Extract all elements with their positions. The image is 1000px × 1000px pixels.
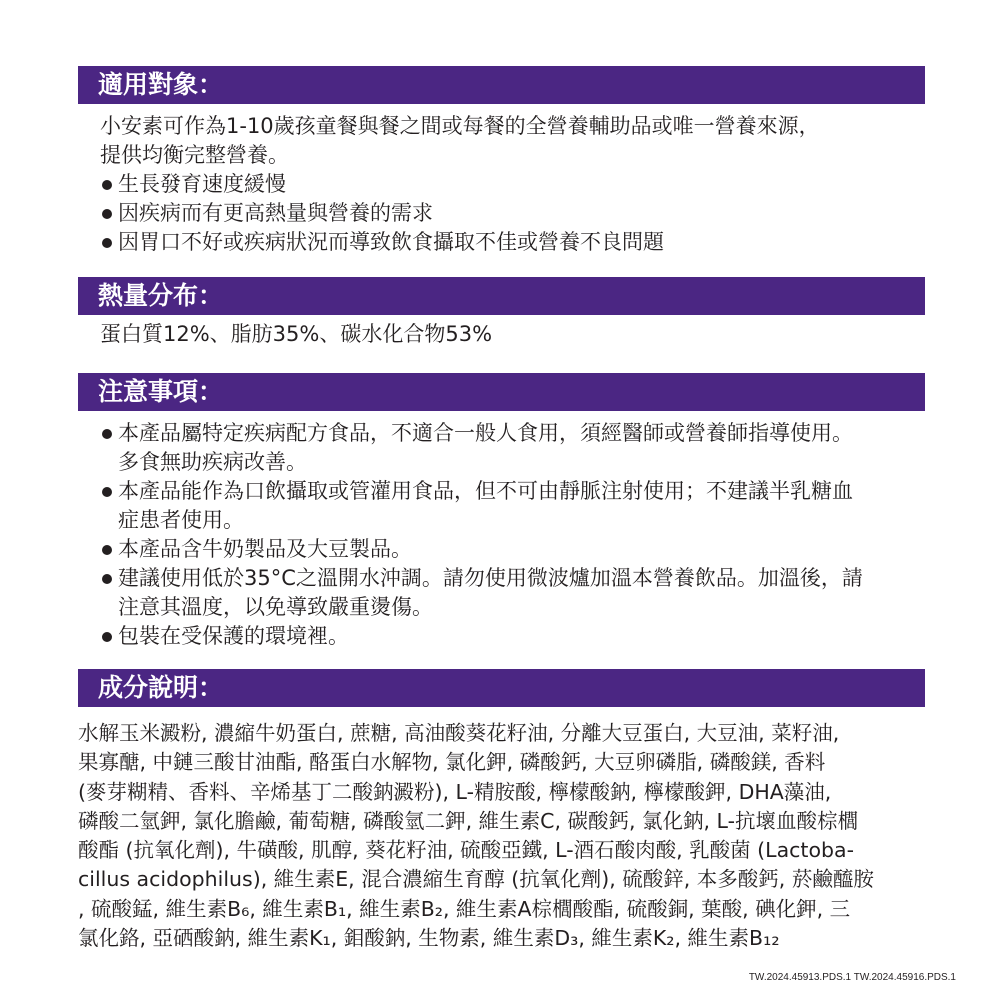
ingredients-line: , 硫酸錳, 維生素B₆, 維生素B₁, 維生素B₂, 維生素A棕櫚酸酯, 硫酸銅, 葉酸, 碘化鉀, 三 — [78, 896, 851, 921]
bullet-icon — [102, 238, 112, 248]
list-item — [100, 535, 930, 564]
bullet-icon — [102, 545, 112, 555]
calorie-distribution: 蛋白質12%、脂肪35%、碳水化合物53% — [100, 322, 493, 346]
ingredients-line: 水解玉米澱粉, 濃縮牛奶蛋白, 蔗糖, 高油酸葵花籽油, 分離大豆蛋白, 大豆油, 菜籽油, — [78, 721, 840, 745]
bullet-icon — [102, 632, 112, 642]
list-item-text: 包裝在受保護的環境裡。 — [118, 624, 349, 648]
section-header-ingredients: 成分說明： — [78, 669, 925, 707]
list-item-text: 本產品屬特定疾病配方食品，不適合一般人食用，須經醫師或營養師指導使用。 — [118, 421, 853, 445]
list-item-text: 因疾病而有更高熱量與營養的需求 — [118, 201, 433, 225]
list-item-text: 因胃口不好或疾病狀況而導致飲食攝取不佳或營養不良問題 — [118, 230, 664, 254]
document-code: TW.2024.45913.PDS.1 TW.2024.45916.PDS.1 — [748, 972, 956, 983]
section-header-calories: 熱量分布： — [78, 277, 925, 315]
list-item-continuation: 多食無助疾病改善。 — [118, 450, 307, 474]
list-item — [100, 170, 930, 199]
list-item-continuation: 症患者使用。 — [118, 508, 244, 532]
bullet-icon — [102, 574, 112, 584]
bullet-icon — [102, 209, 112, 219]
ingredients-line: 氯化鉻, 亞硒酸鈉, 維生素K₁, 鉬酸鈉, 生物素, 維生素D₃, 維生素K₂, 維生素B₁₂ — [78, 926, 780, 951]
list-item — [100, 199, 930, 228]
bullet-icon — [102, 487, 112, 497]
ingredients-text — [78, 719, 928, 953]
section-body-target — [100, 112, 930, 257]
bullet-icon — [102, 180, 112, 190]
section-header-target: 適用對象： — [78, 66, 925, 104]
ingredients-line: (麥芽糊精、香料、辛烯基丁二酸鈉澱粉), L-精胺酸, 檸檬酸鈉, 檸檬酸鉀, DHA藻油, — [78, 779, 832, 804]
section-body-calories — [100, 320, 930, 349]
ingredients-line: 磷酸二氫鉀, 氯化膽鹼, 葡萄糖, 磷酸氫二鉀, 維生素C, 碳酸鈣, 氯化鈉, L-抗壞血酸棕櫚 — [78, 808, 858, 833]
list-item — [100, 564, 930, 593]
list-item-text: 本產品能作為口飲攝取或管灌用食品，但不可由靜脈注射使用；不建議半乳糖血 — [118, 479, 853, 503]
ingredients-line: cillus acidophilus), 維生素E, 混合濃縮生育醇 (抗氧化劑), 硫酸鋅, 本多酸鈣, 菸鹼醯胺 — [78, 867, 874, 892]
list-item — [100, 228, 930, 257]
list-item — [100, 477, 930, 506]
ingredients-line: 果寡醣, 中鏈三酸甘油酯, 酪蛋白水解物, 氯化鉀, 磷酸鈣, 大豆卵磷脂, 磷酸鎂, 香料 — [78, 750, 826, 775]
list-item-continuation: 注意其溫度，以免導致嚴重燙傷。 — [118, 595, 433, 619]
ingredients-line: 酸酯 (抗氧化劑), 牛磺酸, 肌醇, 葵花籽油, 硫酸亞鐵, L-酒石酸肉酸, 乳酸菌 (Lactoba- — [78, 838, 854, 863]
list-item-text: 本產品含牛奶製品及大豆製品。 — [118, 537, 412, 561]
list-item-text: 建議使用低於35°C之溫開水沖調。請勿使用微波爐加溫本營養飲品。加溫後，請 — [118, 566, 863, 590]
list-item — [100, 622, 930, 651]
bullet-icon — [102, 429, 112, 439]
list-item-text: 生長發育速度緩慢 — [118, 172, 286, 196]
intro-line: 提供均衡完整營養。 — [100, 143, 289, 167]
section-body-notes — [100, 419, 930, 651]
list-item — [100, 419, 930, 448]
intro-line: 小安素可作為1-10歲孩童餐與餐之間或每餐的全營養輔助品或唯一營養來源， — [100, 114, 820, 138]
section-header-notes: 注意事項： — [78, 373, 925, 411]
